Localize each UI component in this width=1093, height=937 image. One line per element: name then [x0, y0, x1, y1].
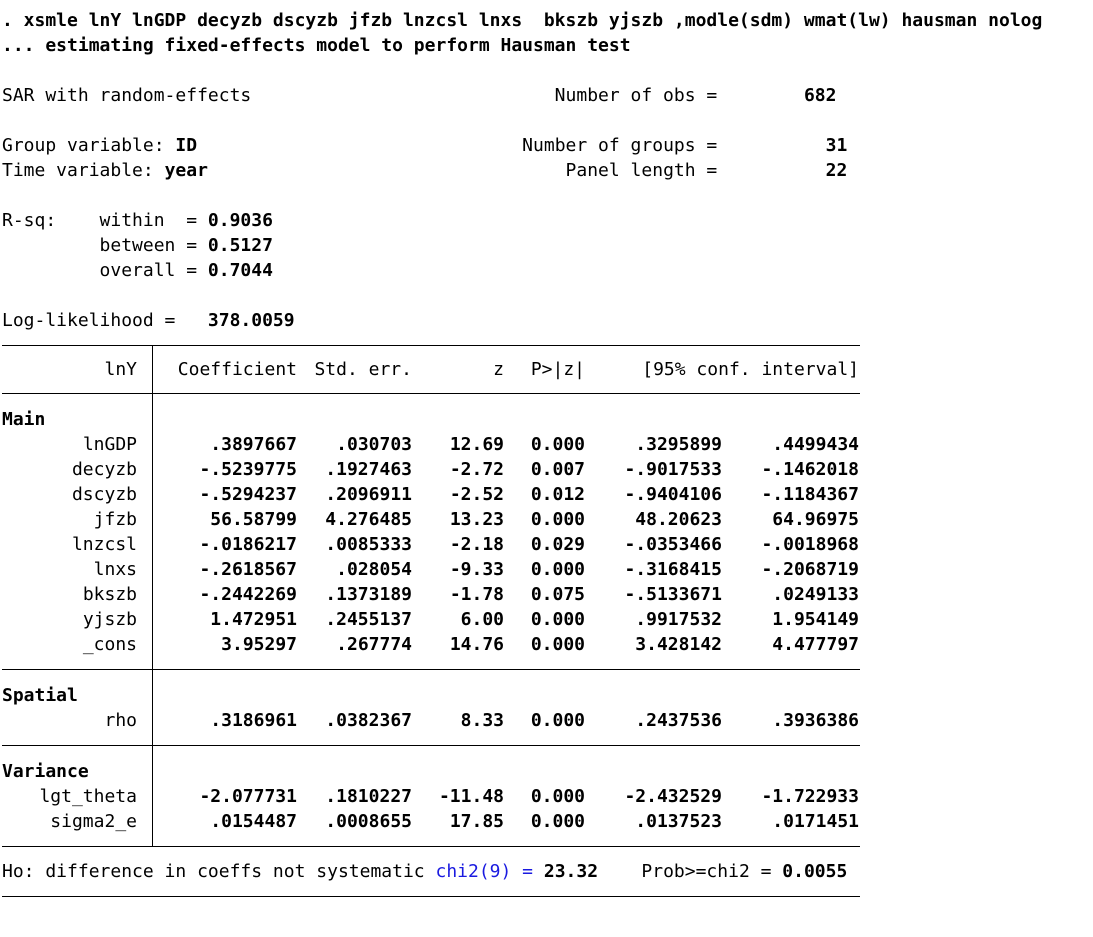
- coef-cell: -2.077731: [199, 786, 297, 807]
- ci-low-cell: -.0353466: [624, 534, 722, 555]
- rsq-within-value: 0.9036: [207, 210, 273, 231]
- hausman-test-text: [2, 859, 847, 884]
- var-label: rho: [104, 710, 137, 731]
- chi2-value: 23.32: [533, 861, 599, 882]
- stata-command-line: . xsmle lnY lnGDP decyzb dscyzb jfzb lnzcsl lnxs bkszb yjszb ,modle(sdm) wmat(lw) hausman nolog: [2, 10, 1043, 31]
- coef-row-lgt-theta: [2, 784, 860, 809]
- se-cell: .267774: [336, 634, 412, 655]
- ci-low-cell: .3295899: [635, 434, 722, 455]
- coef-row-lngdp: [2, 432, 860, 457]
- coef-cell: .3186961: [210, 710, 297, 731]
- coef-cell: 56.58799: [210, 509, 297, 530]
- var-label: dscyzb: [71, 484, 137, 505]
- table-vertical-divider: [152, 346, 153, 847]
- coefficient-table: [2, 345, 860, 847]
- rsq-between-label: between =: [2, 235, 208, 256]
- log-likelihood-line: [2, 308, 1093, 333]
- ci-high-cell: .4499434: [772, 434, 859, 455]
- ci-high-cell: 1.954149: [772, 609, 859, 630]
- hausman-test-line: [2, 847, 860, 897]
- se-cell: .0008655: [325, 811, 412, 832]
- rsq-within-line: [2, 208, 1093, 233]
- chi2-link[interactable]: chi2(9) =: [435, 861, 534, 882]
- p-cell: 0.000: [530, 786, 585, 807]
- equation-name: Spatial: [2, 685, 78, 706]
- number-of-obs-label: Number of obs =: [251, 85, 718, 106]
- ci-low-cell: -2.432529: [624, 786, 722, 807]
- rsq-between-line: [2, 233, 1093, 258]
- z-cell: 8.33: [460, 710, 504, 731]
- coef-row-yjszb: [2, 607, 860, 632]
- z-cell: -1.78: [449, 584, 504, 605]
- coef-row-lnzcsl: [2, 532, 860, 557]
- pvalue-header: P>|z|: [530, 359, 585, 380]
- ci-high-cell: -.0018968: [761, 534, 859, 555]
- ci-high-cell: -.2068719: [761, 559, 859, 580]
- ci-high-cell: -.1462018: [761, 459, 859, 480]
- p-cell: 0.000: [530, 509, 585, 530]
- coef-cell: .0154487: [210, 811, 297, 832]
- coef-cell: 1.472951: [210, 609, 297, 630]
- coef-cell: .3897667: [210, 434, 297, 455]
- se-cell: .1927463: [325, 459, 412, 480]
- var-label: lgt_theta: [39, 786, 137, 807]
- rsq-overall-line: [2, 258, 1093, 283]
- ci-high-cell: 4.477797: [772, 634, 859, 655]
- var-label: jfzb: [93, 509, 137, 530]
- ci-high-cell: .0171451: [772, 811, 859, 832]
- z-cell: -2.52: [449, 484, 504, 505]
- var-label: lnxs: [93, 559, 137, 580]
- p-cell: 0.012: [530, 484, 585, 505]
- coef-cell: -.2618567: [199, 559, 297, 580]
- number-of-obs-value: 682: [717, 85, 837, 106]
- time-variable-label: Time variable:: [2, 160, 165, 181]
- table-header-row: [2, 346, 860, 394]
- z-header: z: [493, 359, 504, 380]
- var-label: bkszb: [82, 584, 137, 605]
- p-cell: 0.000: [530, 634, 585, 655]
- ci-high-cell: -1.722933: [761, 786, 859, 807]
- time-variable-name: year: [164, 160, 208, 181]
- coef-row-dscyzb: [2, 482, 860, 507]
- equation-name-row: [2, 407, 860, 432]
- ci-high-cell: .0249133: [772, 584, 859, 605]
- coef-row-jfzb: [2, 507, 860, 532]
- ci-low-cell: -.9017533: [624, 459, 722, 480]
- z-cell: 13.23: [449, 509, 504, 530]
- ci-high-cell: 64.96975: [772, 509, 859, 530]
- z-cell: -11.48: [438, 786, 504, 807]
- blank-line: [2, 58, 1093, 83]
- equation-name: Main: [2, 409, 46, 430]
- coef-row-lnxs: [2, 557, 860, 582]
- ci-low-cell: 48.20623: [635, 509, 722, 530]
- stderr-header: Std. err.: [314, 359, 412, 380]
- time-variable-line: [2, 158, 1093, 183]
- rsq-overall-value: 0.7044: [207, 260, 273, 281]
- se-cell: .2455137: [325, 609, 412, 630]
- z-cell: 17.85: [449, 811, 504, 832]
- se-cell: .1373189: [325, 584, 412, 605]
- section-spatial: [2, 670, 860, 746]
- p-cell: 0.000: [530, 559, 585, 580]
- section-main: [2, 394, 860, 670]
- coef-row-decyzb: [2, 457, 860, 482]
- ci-low-cell: .9917532: [635, 609, 722, 630]
- group-variable-line: [2, 133, 1093, 158]
- blank-line: [2, 283, 1093, 308]
- p-cell: 0.000: [530, 811, 585, 832]
- z-cell: -2.18: [449, 534, 504, 555]
- null-hypothesis-text: Ho: difference in coeffs not systematic: [2, 861, 436, 882]
- number-of-groups-value: 31: [717, 135, 848, 156]
- coef-cell: -.2442269: [199, 584, 297, 605]
- equation-name: Variance: [2, 761, 89, 782]
- prob-value: 0.0055: [782, 861, 848, 882]
- rsq-between-value: 0.5127: [207, 235, 273, 256]
- se-cell: .1810227: [325, 786, 412, 807]
- se-cell: .030703: [336, 434, 412, 455]
- rsq-overall-label: overall =: [2, 260, 208, 281]
- coef-cell: -.5294237: [199, 484, 297, 505]
- se-cell: .0085333: [325, 534, 412, 555]
- se-cell: .0382367: [325, 710, 412, 731]
- equation-name-row: [2, 683, 860, 708]
- coef-row-sigma2-e: [2, 809, 860, 834]
- coef-cell: -.5239775: [199, 459, 297, 480]
- blank-line: [2, 183, 1093, 208]
- coef-cell: 3.95297: [221, 634, 297, 655]
- equation-name-row: [2, 759, 860, 784]
- var-label: lnzcsl: [71, 534, 137, 555]
- number-of-groups-label: Number of groups =: [197, 135, 718, 156]
- section-variance: [2, 746, 860, 847]
- z-cell: 14.76: [449, 634, 504, 655]
- group-variable-name: ID: [175, 135, 198, 156]
- p-cell: 0.000: [530, 434, 585, 455]
- z-cell: 6.00: [460, 609, 504, 630]
- model-title: SAR with random-effects: [2, 85, 252, 106]
- p-cell: 0.000: [530, 710, 585, 731]
- z-cell: -2.72: [449, 459, 504, 480]
- se-cell: .028054: [336, 559, 412, 580]
- var-label: sigma2_e: [50, 811, 137, 832]
- conf-interval-header: [95% conf. interval]: [642, 359, 859, 380]
- p-cell: 0.075: [530, 584, 585, 605]
- group-variable-label: Group variable:: [2, 135, 176, 156]
- coef-row-bkszb: [2, 582, 860, 607]
- p-cell: 0.029: [530, 534, 585, 555]
- model-title-line: [2, 83, 1093, 108]
- z-cell: -9.33: [449, 559, 504, 580]
- panel-length-value: 22: [717, 160, 848, 181]
- ci-low-cell: -.5133671: [624, 584, 722, 605]
- var-label: _cons: [82, 634, 137, 655]
- log-likelihood-value: 378.0059: [175, 310, 295, 331]
- ci-low-cell: -.9404106: [624, 484, 722, 505]
- prob-label: Prob>=chi2 =: [598, 861, 783, 882]
- coef-row-rho: [2, 708, 860, 733]
- rsq-within-label: R-sq: within =: [2, 210, 208, 231]
- se-cell: .2096911: [325, 484, 412, 505]
- ci-low-cell: .2437536: [635, 710, 722, 731]
- ci-high-cell: .3936386: [772, 710, 859, 731]
- ci-low-cell: .0137523: [635, 811, 722, 832]
- panel-length-label: Panel length =: [207, 160, 718, 181]
- blank-line: [2, 108, 1093, 133]
- se-cell: 4.276485: [325, 509, 412, 530]
- var-label: decyzb: [71, 459, 137, 480]
- ci-low-cell: 3.428142: [635, 634, 722, 655]
- var-label: yjszb: [82, 609, 137, 630]
- ci-low-cell: -.3168415: [624, 559, 722, 580]
- z-cell: 12.69: [449, 434, 504, 455]
- depvar-header: lnY: [104, 359, 137, 380]
- coefficient-header: Coefficient: [177, 359, 297, 380]
- var-label: lnGDP: [82, 434, 137, 455]
- ci-high-cell: -.1184367: [761, 484, 859, 505]
- hausman-progress-note: ... estimating fixed-effects model to perform Hausman test: [2, 35, 631, 56]
- log-likelihood-label: Log-likelihood =: [2, 310, 176, 331]
- p-cell: 0.000: [530, 609, 585, 630]
- p-cell: 0.007: [530, 459, 585, 480]
- coef-row-cons: [2, 632, 860, 657]
- coef-cell: -.0186217: [199, 534, 297, 555]
